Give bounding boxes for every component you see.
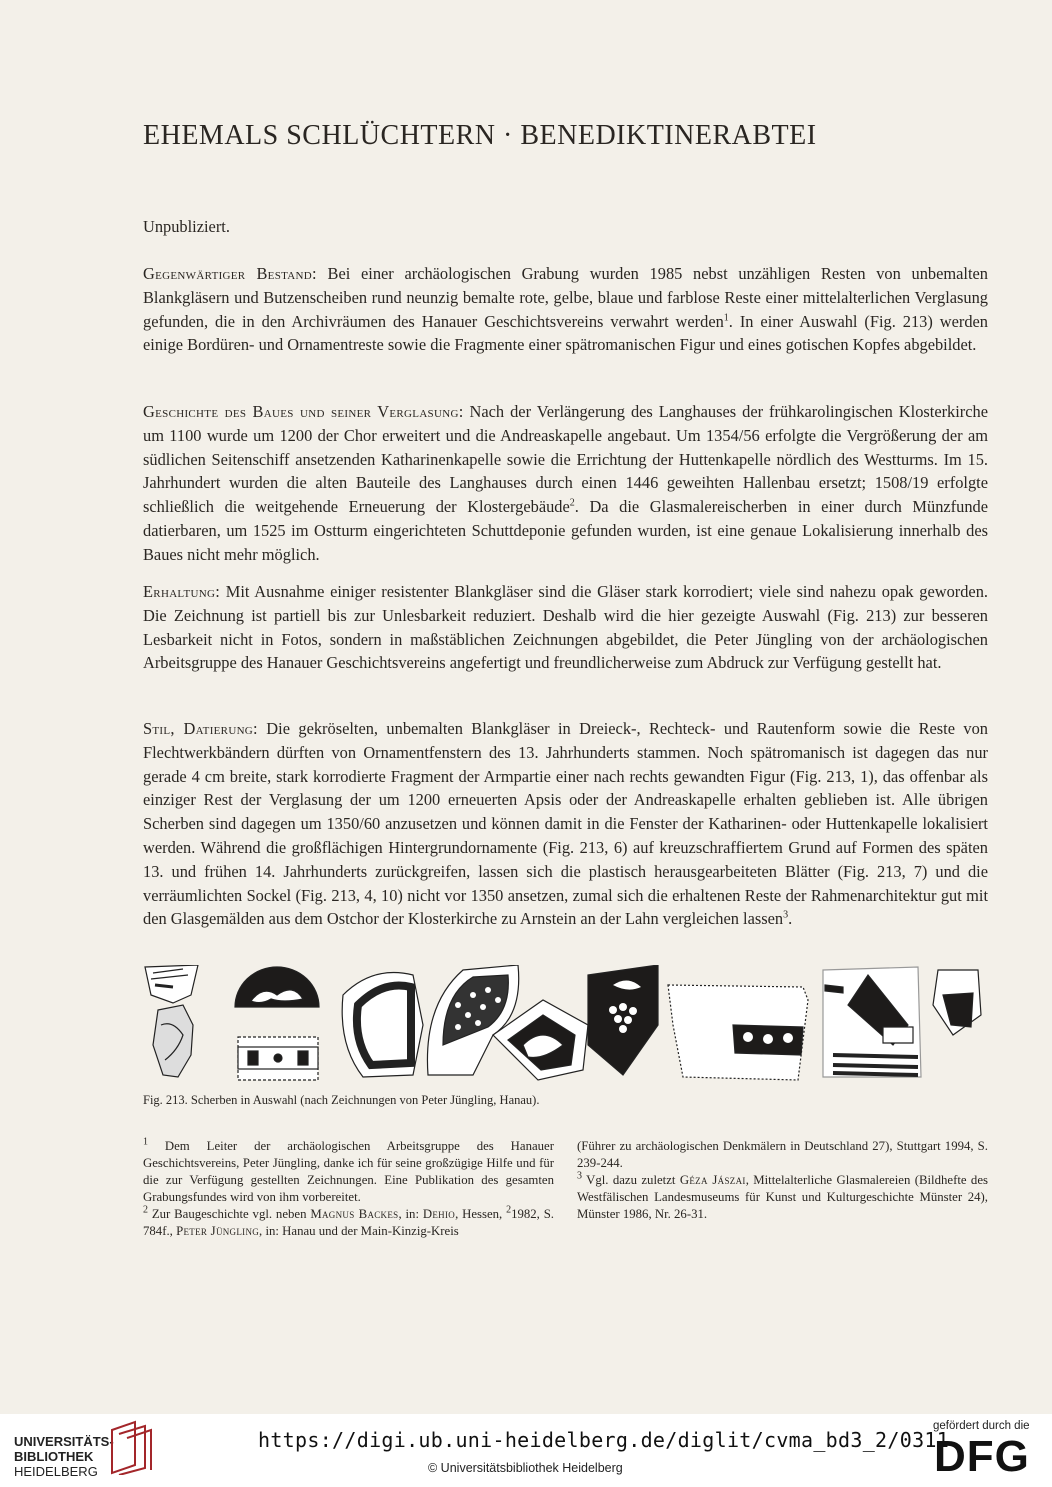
dfg-funding-label: gefördert durch die: [933, 1420, 1030, 1432]
footnote-ref[interactable]: 2: [569, 497, 575, 509]
copyright-notice: © Universitätsbibliothek Heidelberg: [428, 1461, 623, 1475]
section-text: .: [788, 909, 793, 929]
footnote-author: Géza Jászai: [679, 1173, 746, 1187]
shard-4-crosshatch: [427, 965, 518, 1075]
footnote-author: Dehio: [422, 1207, 456, 1221]
footnote-author: Peter Jüngling: [176, 1224, 260, 1238]
footnote-2: [143, 1206, 554, 1240]
shard-1-top: [145, 965, 198, 1003]
section-heading: Stil, Datierung:: [143, 719, 258, 738]
footnote-author: Magnus Backes: [310, 1207, 399, 1221]
section-text: Die gekröselten, unbemalten Blankgläser in Dreieck-, Rechteck- und Rautenform sowie die Reste von Flechtwerkbändern dürften von Ornamentfenstern des 13. Jahrhunderts stammen. Noch spätromanisch ist dagegen das nur gerade 4 cm breite, stark korrodierte Fragment der Armpartie einer nach rechts gewandten Figur (Fig. 213, 1), das offenbar als einziger Rest der Verglasung der um 1200 erneuerten Apsis oder der Andreaskapelle erhalten geblieben ist. Alle übrigen Scherben sind dagegen um 1350/60 anzusetzen und können damit in die Fenster der Katharinen- oder Huttenkapelle lokalisiert werden. Während die großflächigen Hintergrundornamente (Fig. 213, 6) auf kreuzschraffiertem Grund auf Formen des späten 13. und frühen 14. Jahrhunderts zurückgreifen, lassen sich die plastisch herausgearbeiteten Blätter (Fig. 213, 7) und die verräumlichten Sockel (Fig. 213, 4, 10) nicht vor 1350 ansetzen, zumal sich die erhaltenen Reste der Rahmenarchitektur gut mit den Glasgemälden aus dem Ostchor der Klosterkirche zu Arnstein an der Lahn vergleichen lassen: [143, 719, 988, 929]
shard-1-figure-arm: [153, 1005, 193, 1077]
footnote-3: [577, 1172, 988, 1223]
section-heading: Erhaltung:: [143, 582, 221, 601]
footnote-text: , in: Hanau und der Main-Kinzig-Kreis: [259, 1224, 459, 1238]
section-text: . Da die Glasmalereischerben in einer durch Münzfunde datierbaren, um 1525 im Ostturm eingerichteten Schuttdeponie gefunden wurden, ist eine genaue Lokalisierung innerhalb des Baues nicht mehr möglich.: [143, 497, 988, 564]
shard-8-architecture: [823, 967, 921, 1077]
footnote-text: , Hessen,: [455, 1207, 507, 1221]
footnote-number: 1: [143, 1136, 148, 1148]
shard-2-base: [238, 1037, 318, 1080]
logo-line: HEIDELBERG: [14, 1464, 98, 1479]
section-text: Bei einer archäologischen Grabung wurden 1985 nebst unzähligen Resten von unbemalten Blankgläsern und Butzenscheiben rund neunzig bemalte rote, gelbe, blaue und farblose Reste einer mittelalterlichen Verglasung gefunden, die in den Archivräumen des Hanauer Geschichtsvereins verwahrt werden: [143, 264, 988, 331]
footnote-text: Dem Leiter der archäologischen Arbeitsgruppe des Hanauer Geschichtsvereins, Peter Jüngling, danke ich für seine großzügige Hilfe und für die zur Verfügung gestellten Zeichnungen. Eine Publikation des gesamten Grabungsfundes wird von ihm vorbereitet.: [143, 1139, 554, 1204]
ub-heidelberg-logo[interactable]: [14, 1434, 114, 1479]
footnote-ref[interactable]: 3: [783, 909, 789, 921]
footnote-number: 2: [143, 1204, 148, 1216]
section-bestand: [143, 262, 988, 357]
footnote-number: 3: [577, 1170, 582, 1182]
unpubliziert-note: Unpubliziert.: [143, 217, 230, 236]
logo-line: UNIVERSITÄTS-: [14, 1434, 114, 1449]
footnote-ref[interactable]: 1: [723, 312, 729, 324]
shard-7-leaf-band: [668, 985, 808, 1080]
shard-2-semicircle: [235, 967, 319, 1007]
section-text: Nach der Verlängerung des Langhauses der frühkarolingischen Klosterkirche um 1100 wurde um 1200 der Chor erweitert und die Andreaskapelle angebaut. Um 1354/56 erfolgte die Vergrößerung der am südlichen Seitenschiff ansetzenden Katharinenkapelle sowie die Errichtung der Huttenkapelle nördlich des Westturms. Im 15. Jahrhundert wurden die alten Bauteile des Langhauses durch einen 1446 geweihten Hallenbau ersetzt; 1508/19 erfolgte schließlich die weitgehende Erneuerung der Klostergebäude: [143, 402, 989, 517]
permalink-url[interactable]: https://digi.ub.uni-heidelberg.de/diglit/cvma_bd3_2/0311: [258, 1428, 950, 1452]
section-stil: [143, 717, 988, 931]
figure-caption: Fig. 213. Scherben in Auswahl (nach Zeichnungen von Peter Jüngling, Hanau).: [143, 1093, 540, 1107]
shard-3-ring: [342, 973, 423, 1078]
footnote-edition: 2: [506, 1204, 512, 1216]
section-text: Mit Ausnahme einiger resistenter Blankgläser sind die Gläser stark korrodiert; viele sind nahezu opak geworden. Die Zeichnung ist partiell bis zur Unlesbarkeit reduziert. Deshalb wird die hier gezeigte Auswahl (Fig. 213) zur besseren Lesbarkeit nicht in Fotos, sondern in maßstäblichen Zeichnungen abgebildet, die Peter Jüngling von der archäologischen Arbeitsgruppe des Hanauer Geschichtsvereins angefertigt und freundlicherweise zum Abdruck zur Verfügung gestellt hat.: [143, 582, 988, 673]
section-geschichte: [143, 400, 988, 567]
footnote-text: 1982, S. 784f.,: [143, 1207, 555, 1238]
section-erhaltung: [143, 580, 988, 675]
section-heading: Geschichte des Baues und seiner Verglasung:: [143, 402, 464, 421]
footnote-text: , Mittelalterliche Glasmalereien (Bildhefte des Westfälischen Landesmuseums für Kunst und Kulturgeschichte Münster 24), Münster 1986, Nr. 26-31.: [577, 1173, 988, 1221]
footnote-text: Vgl. dazu zuletzt: [582, 1173, 680, 1187]
footnotes-left: [143, 1138, 554, 1240]
footnote-text: , in:: [398, 1207, 423, 1221]
footnote-1: [143, 1138, 554, 1206]
section-heading: Gegenwärtiger Bestand:: [143, 264, 317, 283]
shard-9-triangle: [933, 970, 981, 1035]
footnote-text: Zur Baugeschichte vgl. neben: [148, 1207, 311, 1221]
section-text: . In einer Auswahl (Fig. 213) werden einige Bordüren- und Ornamentreste sowie die Fragmente einer spätromanischen Figur und eines gotischen Kopfes abgebildet.: [143, 311, 988, 355]
dfg-logo[interactable]: DFG: [934, 1432, 1030, 1481]
ub-book-icon: [107, 1420, 153, 1475]
footnote-2-continued: (Führer zu archäologischen Denkmälern in Deutschland 27), Stuttgart 1994, S. 239-244.: [577, 1139, 988, 1170]
shard-6-grapes: [588, 965, 658, 1075]
figure-213-drawings: [143, 965, 993, 1085]
footnotes-right: [577, 1138, 988, 1223]
logo-line: BIBLIOTHEK: [14, 1449, 94, 1464]
page-title: EHEMALS SCHLÜCHTERN · BENEDIKTINERABTEI: [143, 120, 817, 151]
